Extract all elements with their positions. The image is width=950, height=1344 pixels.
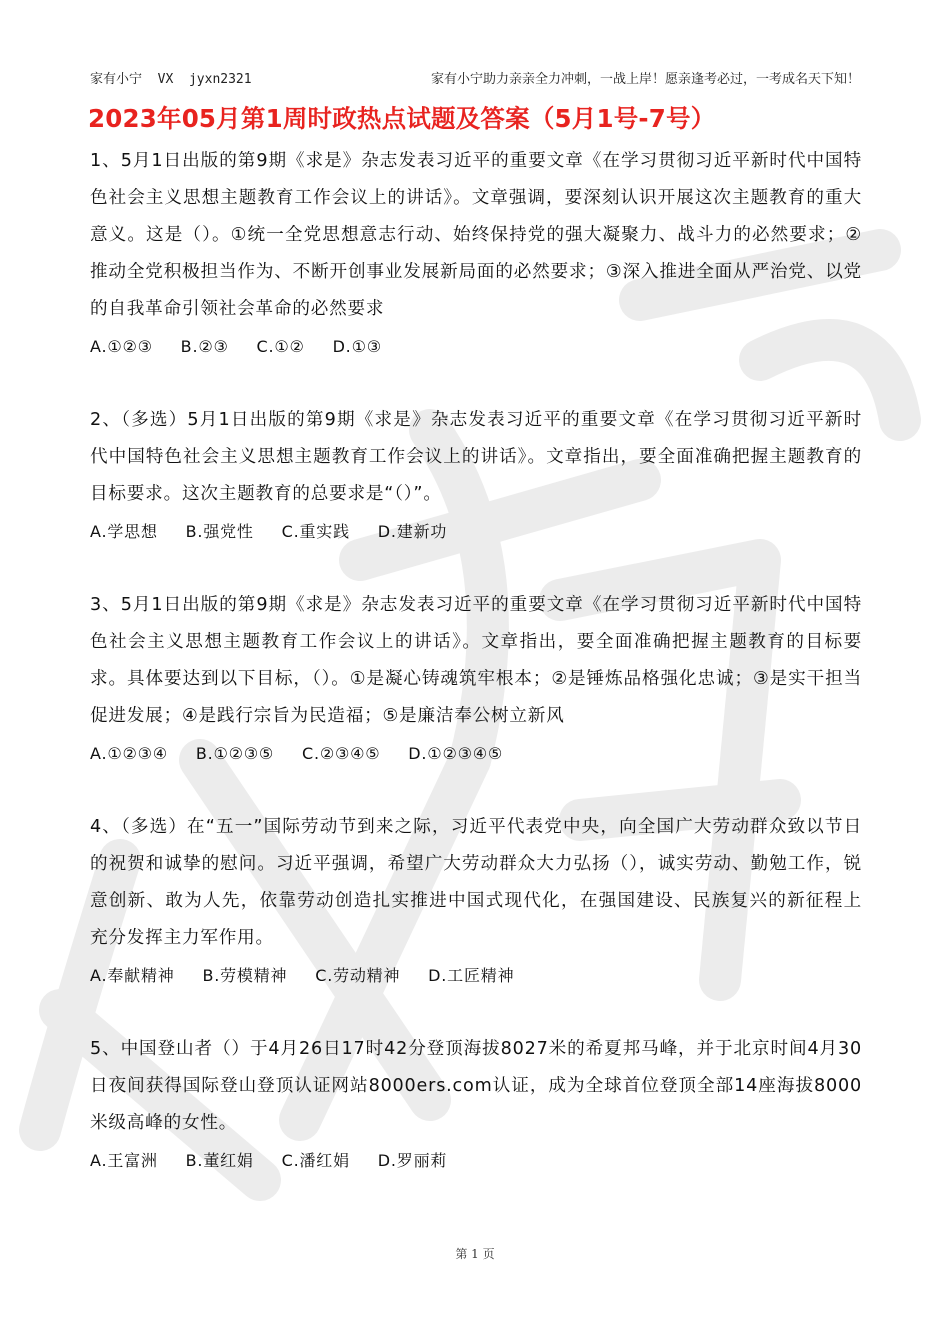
option-d: D.工匠精神 [428, 966, 515, 985]
option-b: B.董红娟 [185, 1151, 254, 1170]
document-title: 2023年05月第1周时政热点试题及答案（5月1号-7号） [88, 104, 716, 133]
option-a: A.①②③ [90, 337, 153, 356]
option-c: C.潘红娟 [281, 1151, 350, 1170]
option-a: A.奉献精神 [90, 966, 175, 985]
question-options [90, 735, 862, 772]
option-c: C.②③④⑤ [301, 744, 381, 763]
option-b: B.②③ [180, 337, 229, 356]
header-right-text: 家有小宁助力亲亲全力冲刺，一战上岸！愿亲逢考必过，一考成名天下知！ [430, 72, 860, 87]
question-2 [90, 402, 862, 550]
option-b: B.①②③⑤ [195, 744, 275, 763]
question-3 [90, 587, 862, 772]
option-b: B.劳模精神 [202, 966, 288, 985]
page-number: 第 1 页 [455, 1247, 495, 1261]
question-text: 5、中国登山者（）于4月26日17时42分登顶海拔8027米的希夏邦马峰，并于北京时间4月30日夜间获得国际登山登顶认证网站8000ers.com认证，成为全球首位登顶全部14座海拔8000米级高峰的女性。 [90, 1039, 862, 1133]
option-d: D.①②③④⑤ [408, 744, 504, 763]
question-options [90, 513, 862, 550]
option-c: C.劳动精神 [315, 966, 401, 985]
option-a: A.王富洲 [90, 1151, 158, 1170]
question-options [90, 1142, 862, 1179]
question-text: 2、（多选）5月1日出版的第9期《求是》杂志发表习近平的重要文章《在学习贯彻习近平新时代中国特色社会主义思想主题教育工作会议上的讲话》。文章指出，要全面准确把握主题教育的目标要求。这次主题教育的总要求是“（）”。 [90, 410, 862, 504]
option-d: D.建新功 [377, 522, 448, 541]
question-5 [90, 1031, 862, 1179]
question-text: 3、5月1日出版的第9期《求是》杂志发表习近平的重要文章《在学习贯彻习近平新时代中国特色社会主义思想主题教育工作会议上的讲话》。文章指出，要全面准确把握主题教育的目标要求。具体要达到以下目标，（）。①是凝心铸魂筑牢根本；②是锤炼品格强化忠诚；③是实干担当促进发展；④是践行宗旨为民造福；⑤是廉洁奉公树立新风 [90, 595, 862, 726]
option-c: C.重实践 [281, 522, 350, 541]
question-4 [90, 809, 862, 994]
option-d: D.①③ [332, 337, 382, 356]
option-d: D.罗丽莉 [377, 1151, 448, 1170]
question-text: 4、（多选）在“五一”国际劳动节到来之际，习近平代表党中央，向全国广大劳动群众致以节日的祝贺和诚挚的慰问。习近平强调，希望广大劳动群众大力弘扬（），诚实劳动、勤勉工作，锐意创新、敢为人先，依靠劳动创造扎实推进中国式现代化，在强国建设、民族复兴的新征程上充分发挥主力军作用。 [90, 817, 862, 948]
question-options [90, 957, 862, 994]
option-b: B.强党性 [185, 522, 254, 541]
question-list [90, 143, 862, 1216]
option-a: A.学思想 [90, 522, 158, 541]
option-c: C.①② [256, 337, 305, 356]
header-left-text: 家有小宁 VX jyxn2321 [90, 72, 252, 87]
option-a: A.①②③④ [90, 744, 168, 763]
question-1 [90, 143, 862, 365]
question-options [90, 328, 862, 365]
page-header [90, 68, 860, 88]
question-text: 1、5月1日出版的第9期《求是》杂志发表习近平的重要文章《在学习贯彻习近平新时代中国特色社会主义思想主题教育工作会议上的讲话》。文章强调，要深刻认识开展这次主题教育的重大意义。这是（）。①统一全党思想意志行动、始终保持党的强大凝聚力、战斗力的必然要求；②推动全党积极担当作为、不断开创事业发展新局面的必然要求；③深入推进全面从严治党、以党的自我革命引领社会革命的必然要求 [90, 151, 862, 319]
